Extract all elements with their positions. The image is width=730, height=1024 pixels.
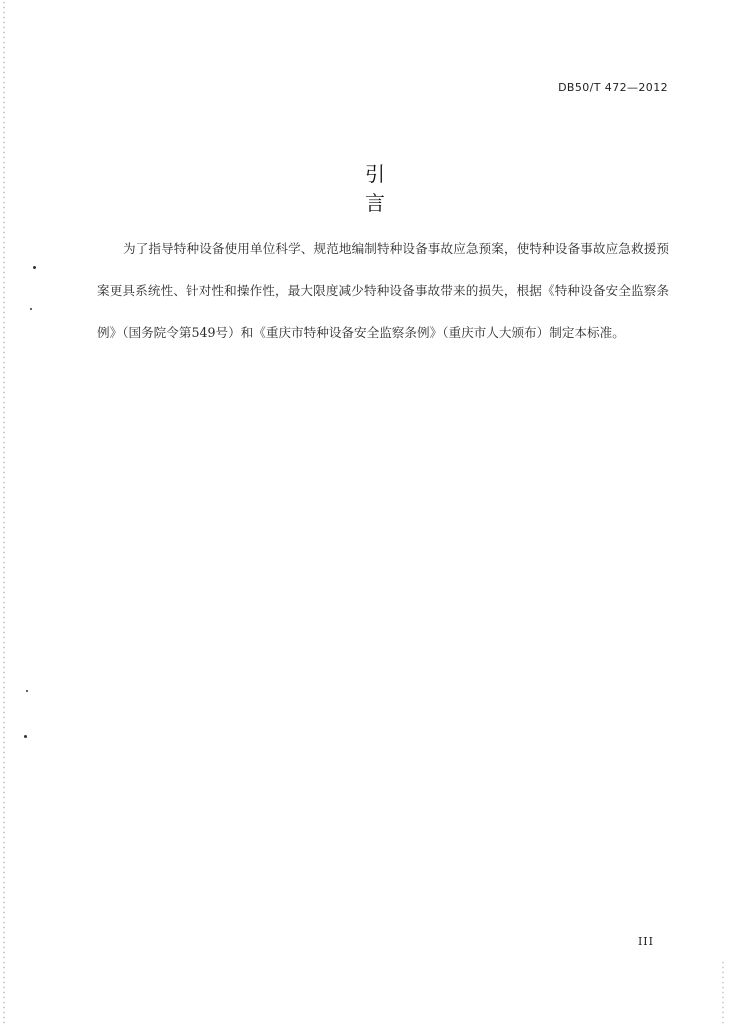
scan-edge-artifact: [3, 0, 5, 1024]
introduction-paragraph: 为了指导特种设备使用单位科学、规范地编制特种设备事故应急预案，使特种设备事故应急救援预案更具系统性、针对性和操作性，最大限度减少特种设备事故带来的损失，根据《特种设备安全监察条例》（国务院令第549号）和《重庆市特种设备安全监察条例》（重庆市人大颁布）制定本标准。: [97, 241, 669, 340]
scan-speck: [24, 735, 27, 738]
page-number: III: [637, 935, 654, 948]
scan-speck: [30, 308, 32, 310]
scan-speck: [33, 266, 36, 269]
section-title: 引言: [365, 162, 431, 215]
standard-code: DB50/T 472—2012: [558, 81, 668, 94]
scan-edge-artifact-right: [722, 960, 724, 1024]
scan-speck: [26, 690, 28, 692]
